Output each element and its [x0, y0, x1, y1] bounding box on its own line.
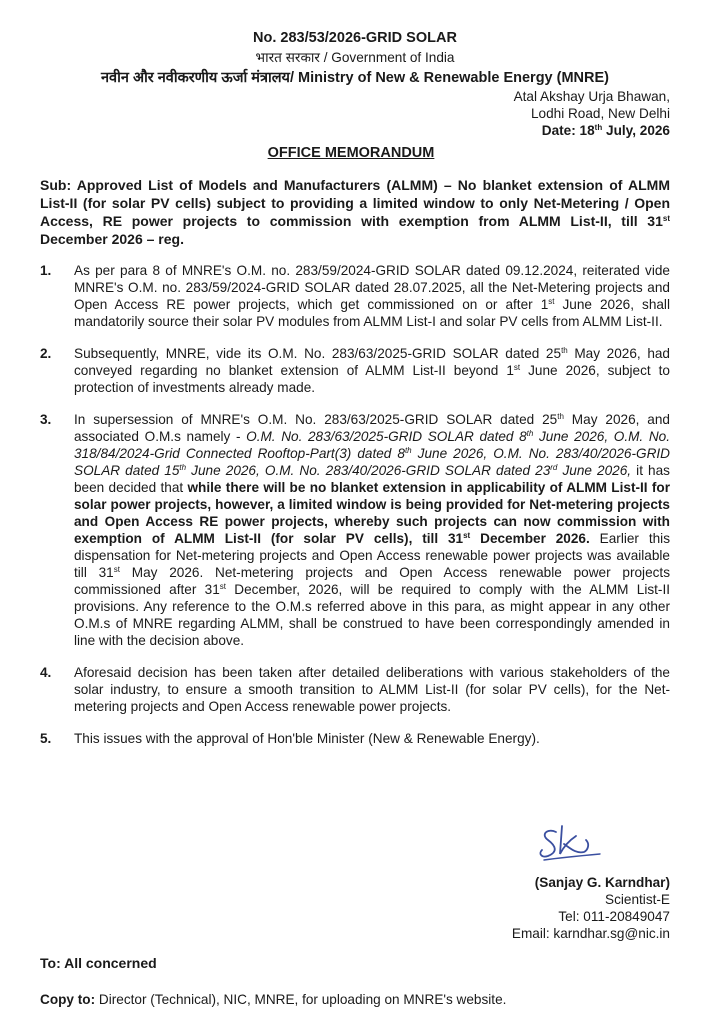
- p2-suffix-1: th: [561, 346, 568, 355]
- signatory-designation: Scientist-E: [605, 892, 670, 907]
- signatory-name: (Sanjay G. Karndhar): [534, 875, 670, 890]
- address-line-1: Atal Akshay Urja Bhawan,: [513, 89, 670, 104]
- subject-text-2: December 2026 – reg.: [40, 231, 184, 247]
- ministry-name: नवीन और नवीकरणीय ऊर्जा मंत्रालय/ Ministry of New & Renewable Energy (MNRE): [101, 70, 609, 86]
- p3-suffix-3: st: [219, 582, 227, 591]
- signatory-email: Email: karndhar.sg@nic.in: [511, 926, 670, 941]
- p2-text-2: May 2026, had conveyed regarding no blanket extension of ALMM List-II beyond 1: [74, 346, 670, 378]
- p3-italic-4: June 2026, O.M. No. 283/40/2026-GRID SOLAR dated 23: [186, 463, 551, 478]
- p3-text-5: May 2026. Net-metering projects and Open Access renewable power projects commissioned after 31: [74, 565, 671, 597]
- p3-text-4: Earlier this dispensation for Net-metering projects and Open Access renewable power projects was available till 31: [74, 531, 670, 580]
- p3-text-6: December, 2026, will be required to comply with the ALMM List-II provisions. Any reference to the O.M.s referred above in this para, as might appear in any other O.M.s of MNRE regarding ALMM, shall be construed to have been correspondingly amended in line with the decision above.: [74, 582, 670, 648]
- p3-italic-2: June 2026, O.M. No. 318/84/2024-Grid Connected Rooftop-Part(3) dated 8: [74, 429, 670, 461]
- paragraph-1: [40, 262, 670, 330]
- to-recipients: To: All concerned: [40, 955, 157, 971]
- p3-italic-3: June 2026, O.M. No. 283/40/2026-GRID SOLAR dated 15: [74, 446, 670, 478]
- paragraph-text: [74, 345, 670, 396]
- p3-italic-1: O.M. No. 283/63/2025-GRID SOLAR dated 8: [246, 429, 527, 444]
- p2-text-3: June 2026, subject to protection of investments already made.: [74, 363, 670, 395]
- p3-suffix-1: th: [557, 412, 564, 421]
- p3-italic-suffix-1: th: [526, 429, 534, 438]
- date-suffix: th: [594, 123, 603, 132]
- paragraph-number: 3.: [40, 412, 52, 427]
- paragraph-number: 1.: [40, 263, 52, 278]
- paragraph-number: 2.: [40, 346, 52, 361]
- p1-suffix-1: st: [548, 297, 555, 306]
- government-line: भारत सरकार / Government of India: [255, 50, 455, 65]
- p3-text-3: it has been decided that: [74, 463, 670, 495]
- paragraph-number: 4.: [40, 665, 52, 680]
- p3-suffix-2: st: [113, 565, 120, 574]
- memo-date: [40, 122, 670, 139]
- subject-line: [40, 176, 670, 248]
- p2-suffix-2: st: [513, 363, 521, 372]
- paragraph-number: 5.: [40, 731, 52, 746]
- p3-bold-1: while there will be no blanket extension in applicability of ALMM List-II for solar power projects, however, a limited window is being provided for Net-metering projects and Open Access RE power projects, whereby such projects can now commission with exemption of ALMM List-II (for solar PV cells), till 31: [74, 480, 670, 546]
- handwritten-signature: [534, 820, 604, 868]
- date-rest: July, 2026: [602, 123, 670, 138]
- signatory-telephone: Tel: 011-20849047: [558, 909, 670, 924]
- subject-text-1: Sub: Approved List of Models and Manufacturers (ALMM) – No blanket extension of ALMM List-II (for solar PV cells) subject to providing a limited window to only Net-Metering / Open Access, RE power projects to commission with exemption from ALMM List-II, till 31: [40, 177, 670, 229]
- address-block: [40, 88, 670, 139]
- paragraph-2: [40, 345, 670, 396]
- reference-number: No. 283/53/2026-GRID SOLAR: [253, 30, 457, 46]
- paragraph-4: [40, 664, 670, 715]
- copy-to-text: Director (Technical), NIC, MNRE, for uploading on MNRE's website.: [95, 992, 507, 1007]
- p3-text-2: May 2026, and associated O.M.s namely -: [74, 412, 670, 444]
- p1-text-2: June 2026, shall mandatorily source their solar PV modules from ALMM List-I and solar PV cells from ALMM List-II.: [74, 297, 670, 329]
- paragraph-text: Aforesaid decision has been taken after detailed deliberations with various stakeholders of the solar industry, to ensure a smooth transition to ALMM List-II (for solar PV cells), for the Net-metering projects and Open Access renewable power projects.: [74, 665, 670, 714]
- p3-italic-5: June 2026,: [557, 463, 632, 478]
- p3-text-1: In supersession of MNRE's O.M. No. 283/63/2025-GRID SOLAR dated 25: [74, 412, 558, 427]
- p2-text-1: Subsequently, MNRE, vide its O.M. No. 283/63/2025-GRID SOLAR dated 25: [74, 346, 562, 361]
- paragraph-text: [74, 411, 670, 649]
- memo-title: OFFICE MEMORANDUM: [267, 145, 435, 161]
- paragraph-text: [74, 262, 670, 330]
- copy-to: [40, 991, 506, 1008]
- copy-to-label: Copy to:: [40, 992, 96, 1007]
- address-line-2: Lodhi Road, New Delhi: [530, 106, 670, 121]
- paragraph-3: [40, 411, 670, 649]
- paragraph-text: This issues with the approval of Hon'ble Minister (New & Renewable Energy).: [74, 731, 540, 746]
- signature-block: [430, 820, 670, 942]
- date-label: Date: 18: [541, 123, 595, 138]
- paragraph-5: [40, 730, 670, 747]
- p3-bold-2: December 2026.: [470, 531, 590, 546]
- subject-suffix: st: [662, 214, 670, 223]
- p1-text-1: As per para 8 of MNRE's O.M. no. 283/59/2024-GRID SOLAR dated 09.12.2024, reiterated vide MNRE's O.M. no. 283/59/2024-GRID SOLAR dated 28.07.2025, all the Net-Metering projects and Open Access RE power projects, which get commissioned on or after 1: [74, 263, 670, 312]
- paragraph-list: [40, 262, 670, 747]
- p3-italic-suffix-4: rd: [550, 463, 558, 472]
- p3-italic-suffix-2: th: [404, 446, 412, 455]
- p3-bold-suffix-1: st: [463, 531, 471, 540]
- p3-italic-suffix-3: th: [179, 463, 187, 472]
